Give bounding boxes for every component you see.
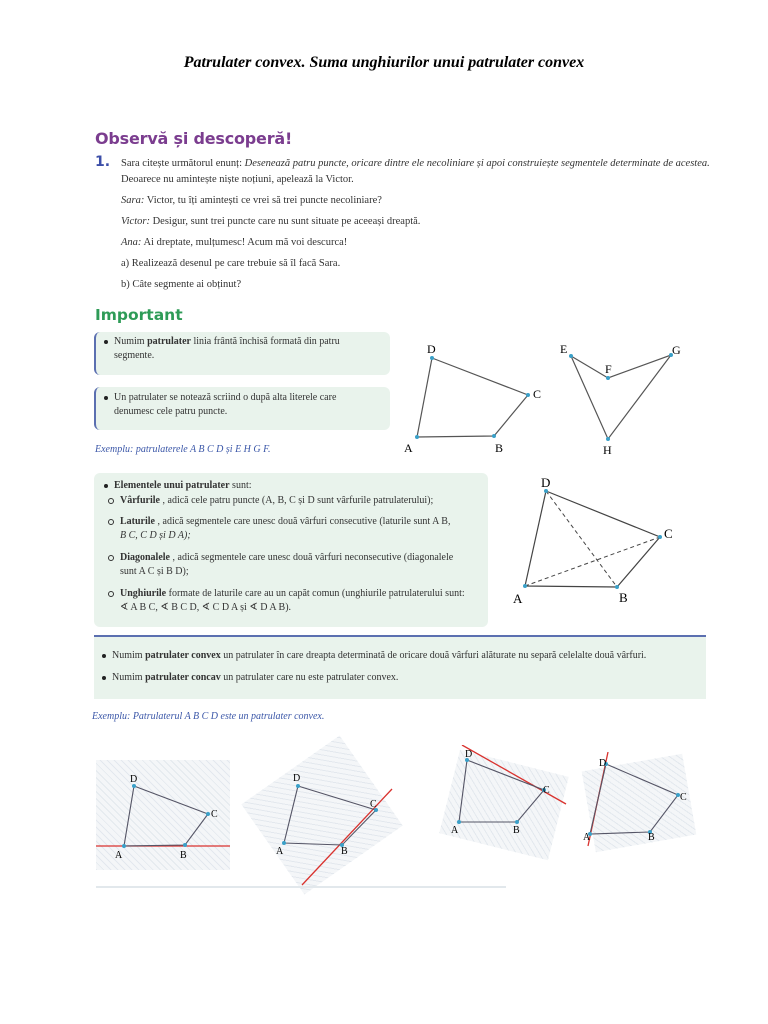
element-vertices bbox=[108, 494, 433, 508]
bottom-divider bbox=[96, 886, 506, 888]
point-e bbox=[569, 354, 573, 358]
dialogue-sara bbox=[121, 194, 382, 207]
conc-bold: patrulater concav bbox=[145, 672, 221, 683]
point-a bbox=[523, 584, 527, 588]
label-c: C bbox=[370, 799, 377, 810]
conv-pre: Numim bbox=[112, 650, 146, 661]
bullet-icon bbox=[104, 396, 108, 400]
quadrilateral-abcd-2 bbox=[525, 491, 660, 587]
ana-text: Ai dreptate, mulțumesc! Acum mă voi descurca! bbox=[141, 237, 348, 248]
convex-diagram-4 bbox=[580, 752, 700, 852]
e3-bold: Diagonalele bbox=[120, 552, 170, 563]
point-a bbox=[415, 435, 419, 439]
point-a bbox=[457, 820, 461, 824]
exercise-line-1 bbox=[121, 157, 710, 170]
e1-bold: Vârfurile bbox=[120, 495, 160, 506]
point-c bbox=[526, 393, 530, 397]
speaker-ana: Ana: bbox=[121, 237, 142, 248]
victor-text: Desigur, sunt trei puncte care nu sunt situate pe aceeași dreaptă. bbox=[149, 216, 421, 227]
label-c: C bbox=[680, 792, 687, 803]
label-d: D bbox=[293, 773, 301, 784]
label-b: B bbox=[341, 846, 348, 857]
element-sides bbox=[108, 515, 450, 543]
quadrilateral-diagrams-top bbox=[395, 335, 715, 460]
label-d: D bbox=[465, 749, 473, 760]
observe-heading: Observă și descoperă! bbox=[95, 129, 293, 148]
label-a: A bbox=[276, 846, 284, 857]
label-a: A bbox=[451, 825, 459, 836]
dialogue-ana bbox=[121, 236, 347, 249]
label-d: D bbox=[541, 475, 551, 490]
bullet-icon bbox=[102, 654, 106, 658]
b1-pre: Numim bbox=[114, 336, 148, 347]
label-a: A bbox=[583, 832, 591, 843]
sub-bullet-icon bbox=[108, 519, 114, 525]
b2-line1: Un patrulater se notează scriind o după alta literele care bbox=[114, 392, 337, 403]
e4-text2: ∢ A B C, ∢ B C D, ∢ C D A și ∢ D A B). bbox=[120, 602, 292, 613]
quadrilateral-abcd bbox=[124, 786, 208, 846]
conc-pre: Numim bbox=[112, 672, 146, 683]
line1-italic: Desenează patru puncte, oricare dintre ele necoliniare și apoi construiește segmentele determinate de acestea. bbox=[244, 158, 710, 169]
definition-2 bbox=[102, 391, 386, 419]
point-c bbox=[658, 535, 662, 539]
label-d: D bbox=[427, 342, 436, 356]
element-angles bbox=[108, 587, 465, 615]
bullet-icon bbox=[104, 484, 108, 488]
point-f bbox=[606, 376, 610, 380]
sub-bullet-icon bbox=[108, 498, 114, 504]
bullet-icon bbox=[104, 340, 108, 344]
label-b: B bbox=[648, 832, 655, 843]
point-b bbox=[615, 585, 619, 589]
example-1: Exemplu: patrulaterele A B C D și E H G F. bbox=[95, 444, 271, 455]
sara-text: Victor, tu îți amintești ce vrei să trei puncte necoliniare? bbox=[144, 195, 382, 206]
point-d bbox=[430, 356, 434, 360]
elements-title bbox=[102, 479, 252, 493]
point-c bbox=[206, 812, 210, 816]
point-b bbox=[515, 820, 519, 824]
convex-definition-box bbox=[94, 635, 706, 699]
label-a: A bbox=[513, 591, 523, 606]
sub-bullet-icon bbox=[108, 591, 114, 597]
label-c: C bbox=[211, 809, 218, 820]
convex-diagram-1 bbox=[96, 760, 236, 870]
e1-text: , adică cele patru puncte (A, B, C și D sunt vârfurile patrulaterului); bbox=[160, 495, 434, 506]
b1-bold: patrulater bbox=[147, 336, 191, 347]
e4-bold: Unghiurile bbox=[120, 588, 167, 599]
important-heading: Important bbox=[95, 306, 183, 324]
convex-diagram-3 bbox=[440, 745, 570, 845]
element-diagonals bbox=[108, 551, 453, 579]
diagonal-ac bbox=[525, 537, 660, 586]
definition-concave bbox=[100, 671, 398, 685]
b2-line2: denumesc cele patru puncte. bbox=[114, 406, 228, 417]
elements-bold: Elementele unui patrulater bbox=[114, 480, 230, 491]
speaker-victor: Victor: bbox=[121, 216, 150, 227]
label-c: C bbox=[664, 526, 673, 541]
e2-bold: Laturile bbox=[120, 516, 155, 527]
point-d bbox=[296, 784, 300, 788]
e2-text1: , adică segmentele care unesc două vârfuri consecutive (laturile sunt A B, bbox=[155, 516, 451, 527]
elements-post: sunt: bbox=[229, 480, 252, 491]
quadrilateral-abcd bbox=[459, 760, 544, 822]
quadrilateral-diagonals-diagram bbox=[500, 470, 700, 610]
point-a bbox=[122, 844, 126, 848]
quadrilateral-abcd bbox=[284, 786, 376, 845]
point-b bbox=[183, 843, 187, 847]
point-b bbox=[492, 434, 496, 438]
b1-line2: segmente. bbox=[114, 350, 155, 361]
conv-bold: patrulater convex bbox=[145, 650, 221, 661]
label-a: A bbox=[115, 850, 123, 861]
example-2: Exemplu: Patrulaterul A B C D este un patrulater convex. bbox=[92, 711, 325, 722]
point-a bbox=[282, 841, 286, 845]
sub-bullet-icon bbox=[108, 555, 114, 561]
e2-text2: B C, C D și D A); bbox=[120, 530, 191, 541]
definition-convex bbox=[100, 649, 646, 663]
label-g: G bbox=[672, 343, 681, 357]
label-c: C bbox=[533, 387, 542, 401]
label-b: B bbox=[180, 850, 187, 861]
label-d: D bbox=[599, 758, 607, 769]
label-b: B bbox=[513, 825, 520, 836]
bullet-icon bbox=[102, 676, 106, 680]
e3-text1: , adică segmentele care unesc două vârfuri neconsecutive (diagonalele bbox=[170, 552, 454, 563]
question-a: a) Realizează desenul pe care trebuie să îl facă Sara. bbox=[121, 258, 341, 269]
red-line-dc bbox=[462, 745, 566, 804]
label-f: F bbox=[605, 362, 612, 376]
exercise-line-2: Deoarece nu amintește niște noțiuni, apelează la Victor. bbox=[121, 174, 354, 185]
exercise-number: 1. bbox=[95, 154, 111, 170]
line1-prefix: Sara citește următorul enunț: bbox=[121, 158, 245, 169]
label-h: H bbox=[603, 443, 612, 457]
label-b: B bbox=[495, 441, 504, 455]
point-h bbox=[606, 437, 610, 441]
quadrilateral-efgh bbox=[571, 355, 671, 439]
label-b: B bbox=[619, 590, 628, 605]
conc-post: un patrulater care nu este patrulater convex. bbox=[220, 672, 399, 683]
conv-post: un patrulater în care dreapta determinată de oricare două vârfuri alăturate nu separă celelalte două vârfuri. bbox=[220, 650, 647, 661]
label-a: A bbox=[404, 441, 413, 455]
e3-text2: sunt A C și B D); bbox=[120, 566, 189, 577]
definition-box-1 bbox=[94, 332, 390, 375]
definition-box-2 bbox=[94, 387, 390, 430]
red-line-bc bbox=[302, 789, 392, 885]
speaker-sara: Sara: bbox=[121, 195, 145, 206]
e4-text1: formate de laturile care au un capăt comun (unghiurile patrulaterului sunt: bbox=[166, 588, 465, 599]
label-d: D bbox=[130, 774, 138, 785]
quadrilateral-abcd bbox=[590, 764, 678, 834]
page-title: Patrulater convex. Suma unghiurilor unui patrulater convex bbox=[183, 54, 585, 71]
elements-box bbox=[94, 473, 488, 627]
convex-diagram-2 bbox=[240, 755, 410, 890]
label-e: E bbox=[560, 342, 568, 356]
question-b: b) Câte segmente ai obținut? bbox=[121, 279, 242, 290]
label-c: C bbox=[543, 785, 550, 796]
dialogue-victor bbox=[121, 215, 420, 228]
quadrilateral-abcd bbox=[417, 358, 528, 437]
definition-1 bbox=[102, 335, 386, 363]
b1-post: linia frântă închisă formată din patru bbox=[190, 336, 340, 347]
